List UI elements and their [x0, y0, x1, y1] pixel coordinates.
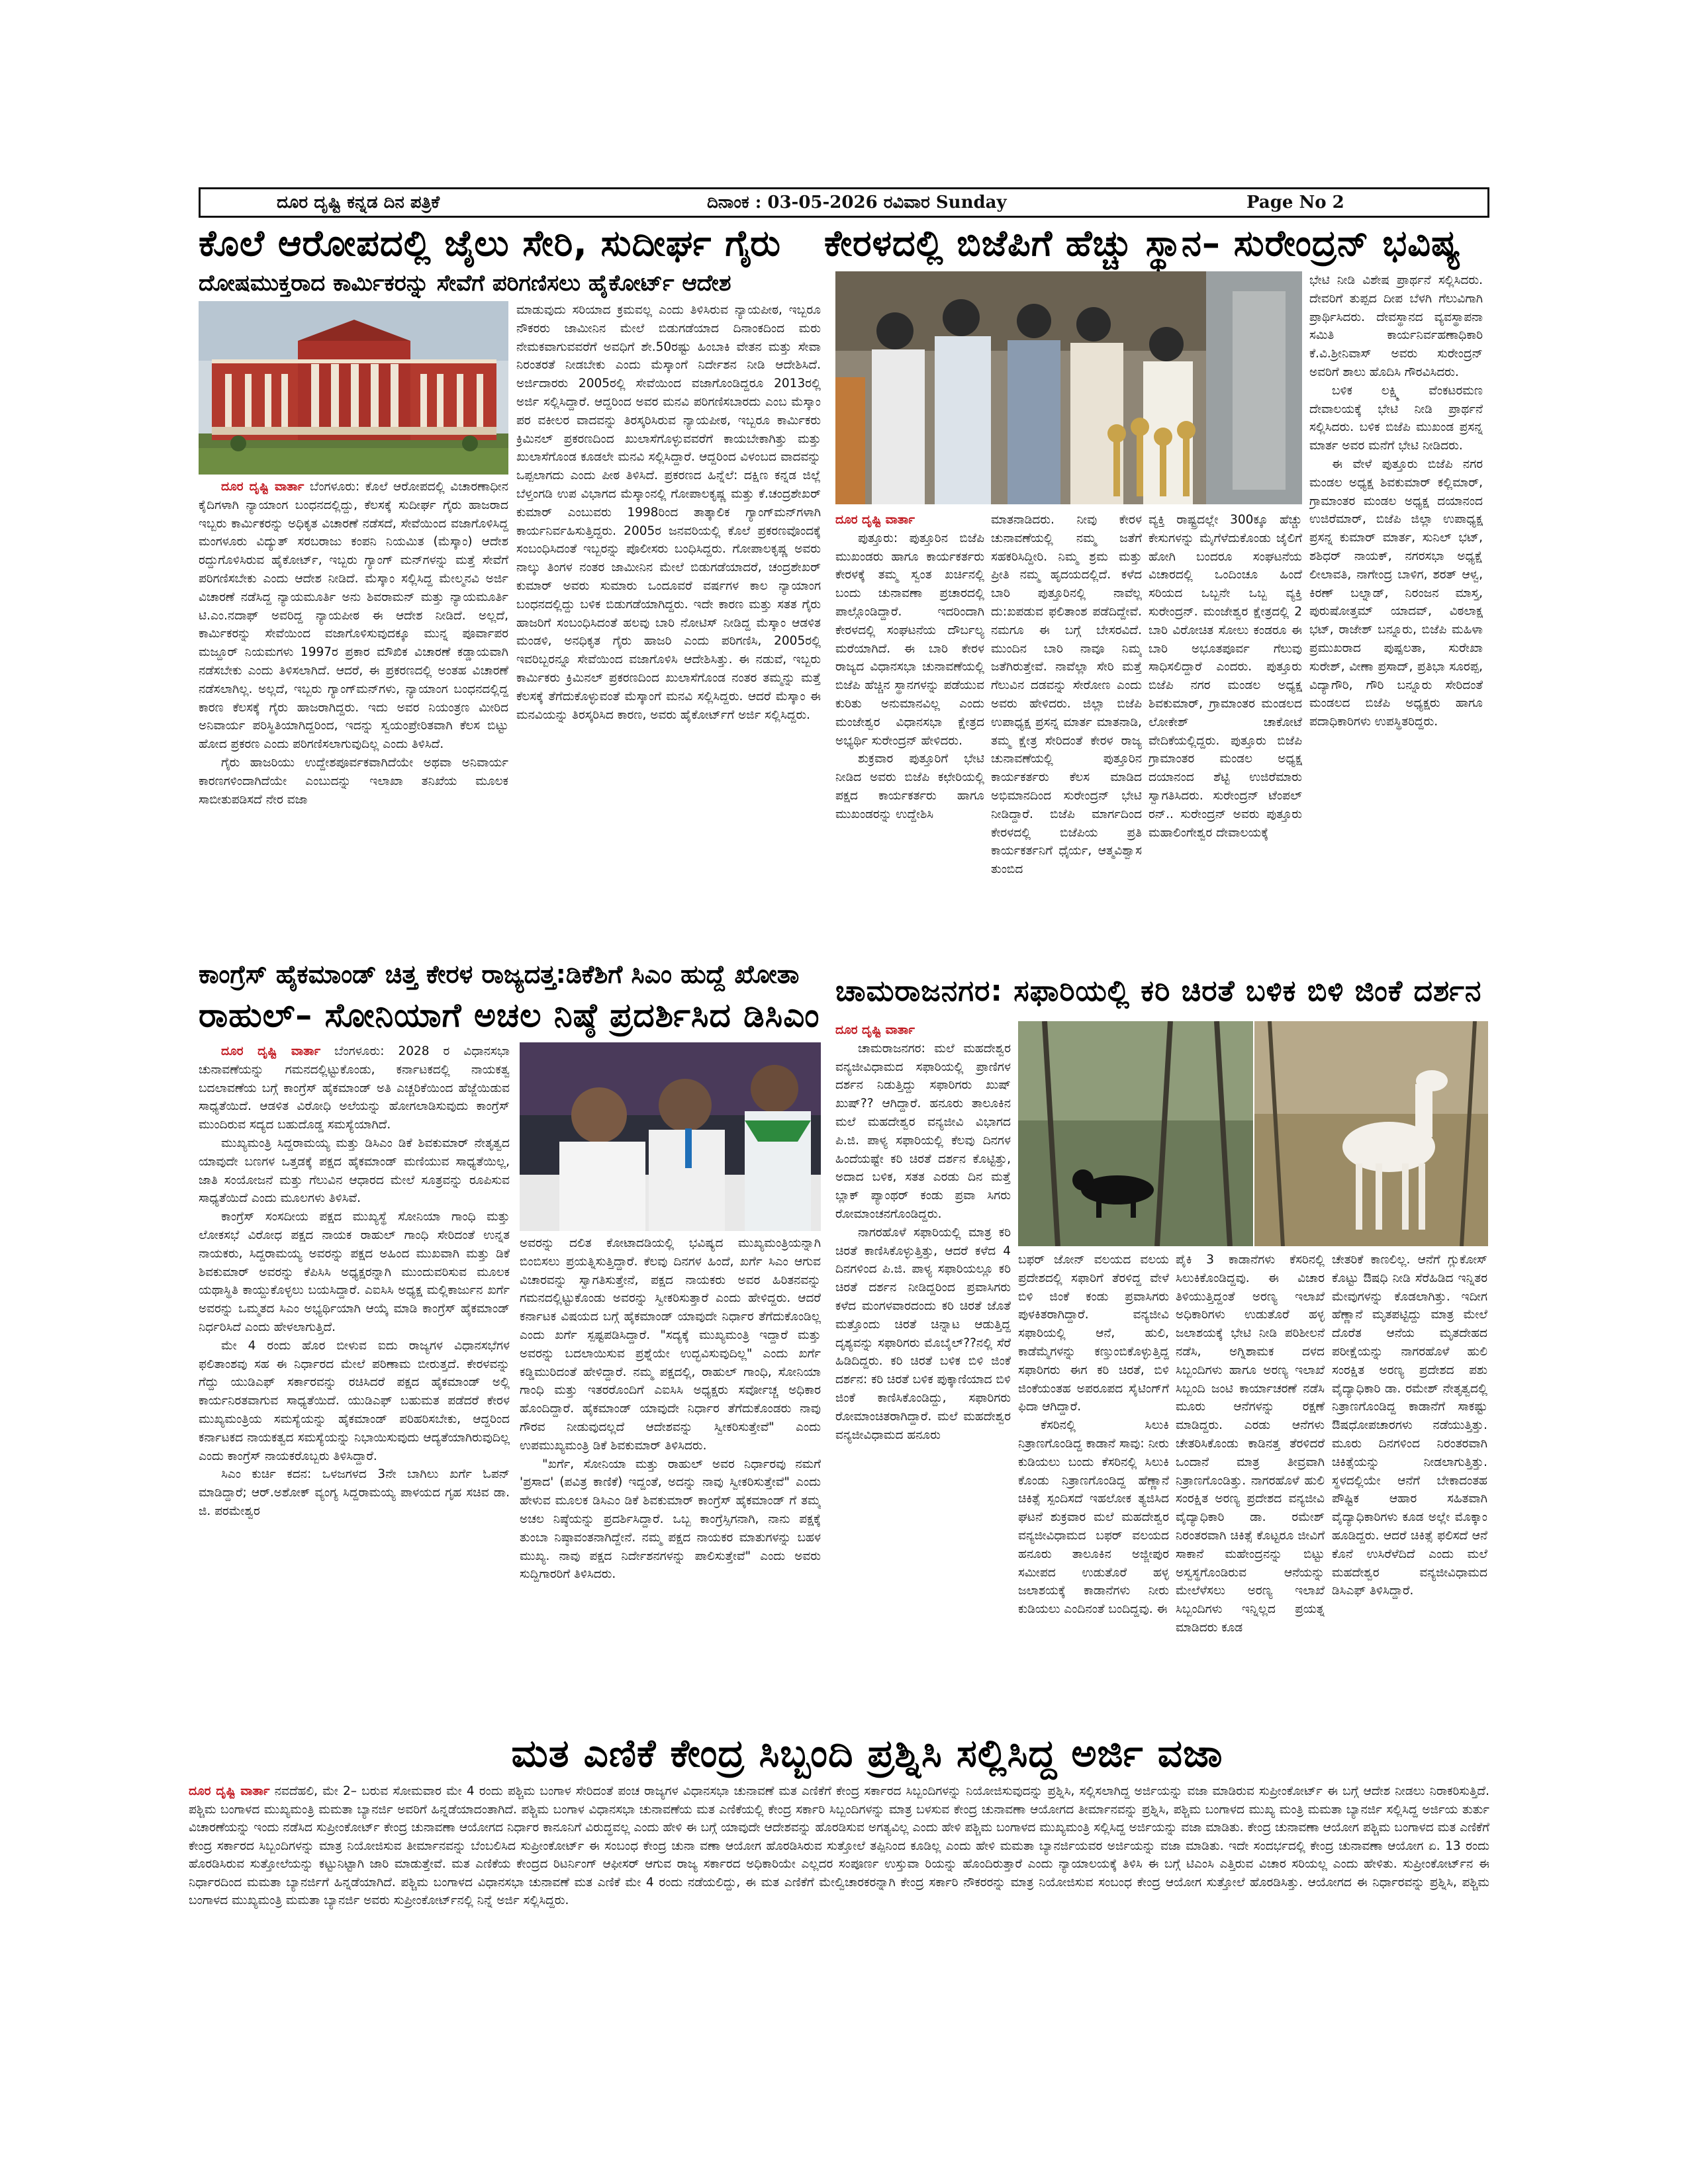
article1-headline: ಕೊಲೆ ಆರೋಪದಲ್ಲಿ ಜೈಲು ಸೇರಿ, ಸುದೀರ್ಘ ಗೈರು — [199, 222, 781, 264]
page-number: Page No 2 — [1246, 193, 1344, 212]
article2-dateline: ದೂರ ದೃಷ್ಟಿ ವಾರ್ತಾ — [835, 513, 915, 527]
article4-col4-text: ಚೇತರಿಕೆ ಕಾಣಲಿಲ್ಲ. ಆನೆಗೆ ಗ್ಲುಕೋಸ್ ಕೊಟ್ಟು ಔಷಧಿ ನೀಡಿ ಸೆರೆಹಿಡಿದ ಇನ್ನಿತರ ಮೇವುಗಳನ್ನು ಕೊಡಲಾಗಿತ್ತು. ಇದೀಗ ಹೆಣ್ಣಾನೆ ಮೃತಪಟ್ಟಿದ್ದು ಮಾತ್ರ ಮೇಲೆ ದೊರೆತ ಆನೆಯ ಮೃತದೇಹದ ಪರೀಕ್ಷೆಯನ್ನು ನಾಗರಹೊಳೆ ಹುಲಿ ಸಂರಕ್ಷಿತ ಅರಣ್ಯ ಪ್ರದೇಶದ ಪಶು ವೈದ್ಯಾಧಿಕಾರಿ ಡಾ. ರಮೇಶ್ ನೇತೃತ್ವದಲ್ಲಿ ನಿತ್ರಾಣಗೊಂಡಿದ್ದ ಕಾಡಾನೆಗೆ ಸಾಕಷ್ಟು ಔಷಧೋಪಚಾರಗಳು ನಡೆಯುತ್ತಿತ್ತು. ಮೂರು ದಿನಗಳಿಂದ ನಿರಂತರವಾಗಿ ಚಿಕಿತ್ಸೆಯನ್ನು ನೀಡಲಾಗುತ್ತಿತ್ತು. ಸ್ಥಳದಲ್ಲಿಯೇ ಆನೆಗೆ ಬೇಕಾದಂತಹ ಪೌಷ್ಟಿಕ ಆಹಾರ ಸಹಿತವಾಗಿ ವೈದ್ಯಾಧಿಕಾರಿಗಳು ಕೂಡ ಅಲ್ಲೇ ಮೊಕ್ಕಾಂ ಹೂಡಿದ್ದರು. ಆದರೆ ಚಿಕಿತ್ಸೆ ಫಲಿಸದೆ ಆನೆ ಕೊನೆ ಉಸಿರೆಳೆದಿದೆ ಎಂದು ಮಲೆ ಮಹದೇಶ್ವರ ವನ್ಯಜೀವಿಧಾಮದ ಡಿಸಿಎಫ್ ತಿಳಿಸಿದ್ದಾರೆ. — [1332, 1253, 1487, 1598]
article2-col1-text: ಪುತ್ತೂರು: ಪುತ್ತೂರಿನ ಬಿಜೆಪಿ ಮುಖಂಡರು ಹಾಗೂ ಕಾರ್ಯಕರ್ತರು ಕೇರಳಕ್ಕೆ ತಮ್ಮ ಸ್ವಂತ ಖರ್ಚಿನಲ್ಲಿ ಬಂದು ಚುನಾವಣಾ ಪ್ರಚಾರದಲ್ಲಿ ಪಾಲ್ಗೊಂಡಿದ್ದಾರೆ. ಇದರಿಂದಾಗಿ ಕೇರಳದಲ್ಲಿ ಸಂಘಟನೆಯ ದೌರ್ಬಲ್ಯ ಮರೆಯಾಗಿದೆ. ಈ ಬಾರಿ ಕೇರಳ ರಾಜ್ಯದ ವಿಧಾನಸಭಾ ಚುನಾವಣೆಯಲ್ಲಿ ಬಿಜೆಪಿ ಹೆಚ್ಚಿನ ಸ್ಥಾನಗಳನ್ನು ಪಡೆಯುವ ಕುರಿತು ಅನುಮಾನವಿಲ್ಲ ಎಂದು ಮಂಜೇಶ್ವರ ವಿಧಾನಸಭಾ ಕ್ಷೇತ್ರದ ಅಭ್ಯರ್ಥಿ ಸುರೇಂದ್ರನ್ ಹೇಳಿದರು. — [835, 531, 984, 748]
article5-body-text: ನವದೆಹಲಿ, ಮೇ 2– ಬರುವ ಸೋಮವಾರ ಮೇ 4 ರಂದು ಪಶ್ಚಿಮ ಬಂಗಾಳ ಸೇರಿದಂತೆ ಪಂಚ ರಾಜ್ಯಗಳ ವಿಧಾನಸಭಾ ಚುನಾವಣೆ ಮತ ಎಣಿಕೆಗೆ ಕೇಂದ್ರ ಸರ್ಕಾರದ ಸಿಬ್ಬಂದಿಗಳನ್ನು ನಿಯೋಜಿಸುವುದನ್ನು ಪ್ರಶ್ನಿಸಿ, ಸಲ್ಲಿಸಲಾಗಿದ್ದ ಅರ್ಜಿಯನ್ನು ವಜಾ ಮಾಡಿರುವ ಸುಪ್ರೀಂಕೋರ್ಟ್ ಈ ಬಗ್ಗೆ ಆದೇಶ ನೀಡಲು ನಿರಾಕರಿಸುತ್ತಿದೆ. ಪಶ್ಚಿಮ ಬಂಗಾಳದ ಮುಖ್ಯಮಂತ್ರಿ ಮಮತಾ ಬ್ಯಾನರ್ಜಿ ಅವರಿಗೆ ಹಿನ್ನಡೆಯಾದಂತಾಗಿದೆ. ಪಶ್ಚಿಮ ಬಂಗಾಳ ವಿಧಾನಸಭಾ ಚುನಾವಣೆಯ ಮತ ಎಣಿಕೆಯಲ್ಲಿ ಕೇಂದ್ರ ಸರ್ಕಾರಿ ಸಿಬ್ಬಂದಿಗಳನ್ನು ಮಾತ್ರ ಬಳಸುವ ಕೇಂದ್ರ ಚುನಾವಣಾ ಆಯೋಗದ ತೀರ್ಮಾನವನ್ನು ಪ್ರಶ್ನಿಸಿ, ಪಶ್ಚಿಮ ಬಂಗಾಳದ ಮುಖ್ಯ ಮಂತ್ರಿ ಮಮತಾ ಬ್ಯಾನರ್ಜಿ ಸಲ್ಲಿಸಿದ್ದ ಅರ್ಜಿಯ ತುರ್ತು ವಿಚಾರಣೆಯನ್ನು ಇಂದು ನಡೆಸಿದ ಸುಪ್ರೀಂಕೋರ್ಟ್ ಕೇಂದ್ರ ಚುನಾವಣಾ ಆಯೋಗದ ನಿರ್ಧಾರ ಕಾನೂನಿಗೆ ವಿರುದ್ಧವಲ್ಲ ಎಂದು ಹೇಳಿ ಈ ಬಗ್ಗೆ ಯಾವುದೇ ಆದೇಶವನ್ನು ಹೊರಡಿಸುವ ಅಗತ್ಯವಿಲ್ಲ ಎಂದು ಹೇಳಿ ಪಶ್ಚಿಮ ಬಂಗಾಳದ ಮುಖ್ಯಮಂತ್ರಿ ಸಲ್ಲಿಸಿದ್ದ ಅರ್ಜಿಯನ್ನು ವಜಾ ಮಾಡಿತು. ಕೇಂದ್ರ ಚುನಾವಣಾ ಆಯೋಗ ಪಶ್ಚಿಮ ಬಂಗಾಳದ ಮತ ಎಣಿಕೆಗೆ ಕೇಂದ್ರ ಸರ್ಕಾರದ ಸಿಬ್ಬಂದಿಗಳನ್ನು ಮಾತ್ರ ನಿಯೋಜಿಸುವ ತೀರ್ಮಾನವನ್ನು ಬೆಂಬಲಿಸಿದ ಸುಪ್ರೀಂಕೋರ್ಟ್ ಈ ಸಂಬಂಧ ಕೇಂದ್ರ ಚುನಾ ವಣಾ ಆಯೋಗ ಹೊರಡಿಸಿರುವ ಸುತ್ತೋಲೆ ತಪ್ಪಿನಿಂದ ಕೂಡಿಲ್ಲ ಎಂದು ಹೇಳಿ ಮಮತಾ ಬ್ಯಾನರ್ಜಿಯವರ ಅರ್ಜಿಯನ್ನು ವಜಾ ಮಾಡಿತು. ಇದೇ ಸಂದರ್ಭದಲ್ಲಿ ಕೇಂದ್ರ ಚುನಾವಣಾ ಆಯೋಗ ಏ. 13 ರಂದು ಹೊರಡಿಸಿರುವ ಸುತ್ತೋಲೆಯನ್ನು ಕಟ್ಟುನಿಟ್ಟಾಗಿ ಜಾರಿ ಮಾಡುತ್ತೇವೆ. ಮತ ಎಣಿಕೆಯ ಕೇಂದ್ರದ ರಿಟರ್ನಿಂಗ್ ಆಫೀಸರ್ ಆಗುವ ರಾಜ್ಯ ಸರ್ಕಾರದ ಅಧಿಕಾರಿಯೇ ಎಲ್ಲದರ ಸಂಪೂರ್ಣ ಉಸ್ತುವಾ ರಿಯನ್ನು ಹೊಂದಿರುತ್ತಾರೆ ಎಂದು ನ್ಯಾಯಾಲಯಕ್ಕೆ ತಿಳಿಸಿ ಈ ಬಗ್ಗೆ ಟಿಎಂಸಿ ಎತ್ತಿರುವ ವಿಚಾರ ಸರಿಯಲ್ಲ ಎಂದು ಹೇಳಿತು. ಸುಪ್ರೀಂಕೋರ್ಟ್‌ನ ಈ ನಿರ್ಧಾರದಿಂದ ಮಮತಾ ಬ್ಯಾನರ್ಜಿಗೆ ಹಿನ್ನಡೆಯಾಗಿದೆ. ಪಶ್ಚಿಮ ಬಂಗಾಳದ ವಿಧಾನಸಭಾ ಚುನಾವಣೆ ಮತ ಎಣಿಕೆ ಮೇ 4 ರಂದು ನಡೆಯಲಿದ್ದು, ಈ ಮತ ಎಣಿಕೆಗೆ ಮೇಲ್ವಿಚಾರಕರನ್ನಾಗಿ ಕೇಂದ್ರ ಸರ್ಕಾರಿ ನೌಕರರನ್ನು ಮಾತ್ರ ನಿಯೋಜಿಸುವ ಸಂಬಂಧ ಕೇಂದ್ರ ಆಯೋಗ ಸುತ್ತೋಲೆ ಹೊರಡಿಸಿತ್ತು. ಆಯೋಗದ ಈ ನಿರ್ಧಾರವನ್ನು ಪ್ರಶ್ನಿಸಿ, ಪಶ್ಚಿಮ ಬಂಗಾಳದ ಮುಖ್ಯಮಂತ್ರಿ ಮಮತಾ ಬ್ಯಾನರ್ಜಿ ಅವರು ಸುಪ್ರೀಂಕೋರ್ಟ್‌ನಲ್ಲಿ ನಿನ್ನೆ ಅರ್ಜಿ ಸಲ್ಲಿಸಿದ್ದರು. — [189, 1784, 1489, 1907]
article2-column-1 — [835, 511, 984, 951]
article5-body — [189, 1782, 1489, 1994]
article3-col2-text: ಅವರನ್ನು ದಲಿತ ಕೋಟಾದಡಿಯಲ್ಲಿ ಭವಿಷ್ಯದ ಮುಖ್ಯಮಂತ್ರಿಯನ್ನಾಗಿ ಬಿಂಬಿಸಲು ಪ್ರಯತ್ನಿಸುತ್ತಿದ್ದಾರೆ. ಕೆಲವು ದಿನಗಳ ಹಿಂದೆ, ಖರ್ಗೆ ಸಿಎಂ ಆಗುವ ವಿಚಾರವನ್ನು ಸ್ವಾಗತಿಸುತ್ತೇನೆ, ಪಕ್ಷದ ನಾಯಕರು ಅವರ ಹಿರಿತನವನ್ನು ಗಮನದಲ್ಲಿಟ್ಟುಕೊಂಡು ಅವರನ್ನು ಸ್ವೀಕರಿಸುತ್ತಾರೆ ಎಂದು ಹೇಳಿದ್ದರು. ಆದರೆ ಕರ್ನಾಟಕ ವಿಷಯದ ಬಗ್ಗೆ ಹೈಕಮಾಂಡ್ ಯಾವುದೇ ನಿರ್ಧಾರ ತೆಗೆದುಕೊಂಡಿಲ್ಲ ಎಂದು ಖರ್ಗೆ ಸ್ಪಷ್ಟಪಡಿಸಿದ್ದಾರೆ. "ಸದ್ಯಕ್ಕೆ ಮುಖ್ಯಮಂತ್ರಿ ಇದ್ದಾರೆ ಮತ್ತು ಅವರನ್ನು ಬದಲಾಯಿಸುವ ಪ್ರಶ್ನೆಯೇ ಉದ್ಭವಿಸುವುದಿಲ್ಲ" ಎಂದು ಖರ್ಗೆ ಕಡ್ಡಿಮುರಿದಂತೆ ಹೇಳಿದ್ದಾರೆ. ನಮ್ಮ ಪಕ್ಷದಲ್ಲಿ, ರಾಹುಲ್ ಗಾಂಧಿ, ಸೋನಿಯಾ ಗಾಂಧಿ ಮತ್ತು ಇತರರೊಂದಿಗೆ ಎಐಸಿಸಿ ಅಧ್ಯಕ್ಷರು ಸರ್ವೋಚ್ಚ ಅಧಿಕಾರ ಹೊಂದಿದ್ದಾರೆ. ಹೈಕಮಾಂಡ್ ಯಾವುದೇ ನಿರ್ಧಾರ ತೆಗೆದುಕೊಂಡರು ನಾವು ಗೌರವ ನೀಡುವುದಲ್ಲದೆ ಆದೇಶವನ್ನು ಸ್ವೀಕರಿಸುತ್ತೇವೆ" ಎಂದು ಉಪಮುಖ್ಯಮಂತ್ರಿ ಡಿಕೆ ಶಿವಕುಮಾರ್ ತಿಳಿಸಿದರು. — [520, 1236, 821, 1453]
article3-col2b-text: "ಖರ್ಗೆ, ಸೋನಿಯಾ ಮತ್ತು ರಾಹುಲ್ ಅವರ ನಿರ್ಧಾರವು ನಮಗೆ 'ಪ್ರಸಾದ' (ಪವಿತ್ರ ಕಾಣಿಕೆ) ಇದ್ದಂತೆ, ಅದನ್ನು ನಾವು ಸ್ವೀಕರಿಸುತ್ತೇವೆ" ಎಂದು ಹೇಳುವ ಮೂಲಕ ಡಿಸಿಎಂ ಡಿಕೆ ಶಿವಕುಮಾರ್ ಕಾಂಗ್ರೆಸ್ ಹೈಕಮಾಂಡ್ ಗೆ ತಮ್ಮ ಅಚಲ ನಿಷ್ಠೆಯನ್ನು ಪ್ರದರ್ಶಿಸಿದ್ದಾರೆ. ಒಬ್ಬ ಕಾಂಗ್ರೆಸ್ಸಿಗನಾಗಿ, ನಾನು ಪಕ್ಷಕ್ಕೆ ತುಂಬಾ ನಿಷ್ಠಾವಂತನಾಗಿದ್ದೇನೆ. ನಮ್ಮ ಪಕ್ಷದ ನಾಯಕರ ಮಾತುಗಳನ್ನು ಬಹಳ ಮುಖ್ಯ. ನಾವು ಪಕ್ಷದ ನಿರ್ದೇಶನಗಳನ್ನು ಪಾಲಿಸುತ್ತೇವೆ" ಎಂದು ಅವರು ಸುದ್ದಿಗಾರರಿಗೆ ತಿಳಿಸಿದರು. — [520, 1457, 821, 1582]
article2-column-3 — [1149, 511, 1302, 951]
article1-dateline: ದೂರ ದೃಷ್ಟಿ ವಾರ್ತಾ — [221, 480, 305, 494]
issue-date: ದಿನಾಂಕ : 03-05-2026 ರವಿವಾರ Sunday — [707, 192, 1007, 212]
temple-visit-photo — [835, 271, 1302, 504]
article5-headline: ಮತ ಎಣಿಕೆ ಕೇಂದ್ರ ಸಿಬ್ಬಂದಿ ಪ್ರಶ್ನಿಸಿ ಸಲ್ಲಿಸಿದ್ದ ಅರ್ಜಿ ವಜಾ — [511, 1731, 1223, 1776]
high-court-photo — [199, 301, 508, 475]
article4-column-1 — [835, 1021, 1011, 1762]
article3-headline-1: ಕಾಂಗ್ರೆಸ್ ಹೈಕಮಾಂಡ್ ಚಿತ್ತ ಕೇರಳ ರಾಜ್ಯದತ್ತ:ಡಿಕೆಶಿಗೆ ಸಿಎಂ ಹುದ್ದೆ ಖೋತಾ — [199, 960, 800, 989]
article3-dateline: ದೂರ ದೃಷ್ಟಿ ವಾರ್ತಾ — [221, 1044, 321, 1058]
article4-col3-text: ಪೈಕಿ 3 ಕಾಡಾನೆಗಳು ಕೆಸರಿನಲ್ಲಿ ಸಿಲುಕಿಕೊಂಡಿದ್ದವು. ಈ ವಿಚಾರ ತಿಳಿಯುತ್ತಿದ್ದಂತೆ ಅರಣ್ಯ ಇಲಾಖೆ ಅಧಿಕಾರಿಗಳು ಉಡುತೊರೆ ಹಳ್ಳ ಜಲಾಶಯಕ್ಕೆ ಭೇಟಿ ನೀಡಿ ಪರಿಶೀಲನೆ ನಡೆಸಿ, ಅಗ್ನಿಶಾಮಕ ದಳದ ಸಿಬ್ಬಂದಿಗಳು ಹಾಗೂ ಅರಣ್ಯ ಇಲಾಖೆ ಸಿಬ್ಬಂದಿ ಜಂಟಿ ಕಾರ್ಯಾಚರಣೆ ನಡೆಸಿ ಮೂರು ಆನೆಗಳನ್ನು ರಕ್ಷಣೆ ಮಾಡಿದ್ದರು. ಎರಡು ಆನೆಗಳು ಚೇತರಿಸಿಕೊಂಡು ಕಾಡಿನತ್ತ ತೆರಳಿದರೆ ಒಂದಾನೆ ಮಾತ್ರ ತೀವ್ರವಾಗಿ ನಿತ್ರಾಣಗೊಂಡಿತ್ತು. ನಾಗರಹೊಳೆ ಹುಲಿ ಸಂರಕ್ಷಿತ ಅರಣ್ಯ ಪ್ರದೇಶದ ವನ್ಯಜೀವಿ ವೈದ್ಯಾಧಿಕಾರಿ ಡಾ. ರಮೇಶ್ ನಿರಂತರವಾಗಿ ಚಿಕಿತ್ಸೆ ಕೊಟ್ಟರೂ ಜೀವಿಗೆ ಸಾಕಾನೆ ಮಹೇಂದ್ರನನ್ನು ಬಿಟ್ಟು ಅಸ್ವಸ್ಥಗೊಂಡಿರುವ ಆನೆಯನ್ನು ಮೇಲೆಳೆಸಲು ಅರಣ್ಯ ಇಲಾಖೆ ಸಿಬ್ಬಂದಿಗಳು ಇನ್ನಿಲ್ಲದ ಪ್ರಯತ್ನ ಮಾಡಿದರು ಕೂಡ — [1176, 1253, 1325, 1635]
article1-column-2 — [516, 301, 821, 950]
masthead-bar — [199, 187, 1489, 218]
article2-column-2 — [991, 511, 1142, 951]
wildlife-photo — [1018, 1021, 1488, 1246]
article4-headline: ಚಾಮರಾಜನಗರ: ಸಫಾರಿಯಲ್ಲಿ ಕರಿ ಚಿರತೆ ಬಳಿಕ ಬಿಳಿ ಜಿಂಕೆ ದರ್ಶನ — [835, 974, 1482, 1008]
cm-dcm-photo — [520, 1042, 821, 1231]
article4-col2-text: ಬಫರ್ ಜೋನ್ ವಲಯದ ವಲಯ ಪ್ರದೇಶದಲ್ಲಿ ಸಫಾರಿಗೆ ತೆರಳಿದ್ದ ವೇಳೆ ಬಿಳಿ ಜಿಂಕೆ ಕಂಡು ಪ್ರವಾಸಿಗರು ಪುಳಕಿತರಾಗಿದ್ದಾರೆ. ವನ್ಯಜೀವಿ ಸಫಾರಿಯಲ್ಲಿ ಆನೆ, ಹುಲಿ, ಕಾಡೆಮ್ಮೆಗಳನ್ನು ಕಣ್ತುಂಬಿಕೊಳ್ಳುತ್ತಿದ್ದ ಸಫಾರಿಗರು ಈಗ ಕರಿ ಚಿರತೆ, ಬಿಳಿ ಜಿಂಕೆಯಂತಹ ಅಪರೂಪದ ಸೈಟಿಂಗ್‌ಗೆ ಫಿದಾ ಆಗಿದ್ದಾರೆ. — [1018, 1253, 1169, 1414]
article3-col1b-text: ಮುಖ್ಯಮಂತ್ರಿ ಸಿದ್ದರಾಮಯ್ಯ ಮತ್ತು ಡಿಸಿಎಂ ಡಿಕೆ ಶಿವಕುಮಾರ್ ನೇತೃತ್ವದ ಯಾವುದೇ ಬಣಗಳ ಒತ್ತಡಕ್ಕೆ ಪಕ್ಷದ ಹೈಕಮಾಂಡ್ ಮಣಿಯುವ ಸಾಧ್ಯತೆಯಿಲ್ಲ, ಜಾತಿ ಸಂಯೋಜನೆ ಮತ್ತು ಗೆಲುವಿನ ಆಧಾರದ ಮೇಲೆ ಸೂತ್ರವನ್ನು ರೂಪಿಸುವ ಸಾಧ್ಯತೆಯಿದೆ ಎಂದು ಮೂಲಗಳು ತಿಳಿಸಿವೆ. — [199, 1136, 510, 1206]
article2-headline: ಕೇರಳದಲ್ಲಿ ಬಿಜೆಪಿಗೆ ಹೆಚ್ಚು ಸ್ಥಾನ– ಸುರೇಂದ್ರನ್ ಭವಿಷ್ಯ — [824, 222, 1462, 264]
article2-col1b-text: ಶುಕ್ರವಾರ ಪುತ್ತೂರಿಗೆ ಭೇಟಿ ನೀಡಿದ ಅವರು ಬಿಜೆಪಿ ಕಛೇರಿಯಲ್ಲಿ ಪಕ್ಷದ ಕಾರ್ಯಕರ್ತರು ಹಾಗೂ ಮುಖಂಡರನ್ನು ಉದ್ದೇಶಿಸಿ — [835, 752, 984, 821]
article4-column-3 — [1176, 1251, 1325, 1764]
article1-col1-text: ಬೆಂಗಳೂರು: ಕೊಲೆ ಆರೋಪದಲ್ಲಿ ವಿಚಾರಣಾಧೀನ ಕೈದಿಗಳಾಗಿ ನ್ಯಾಯಾಂಗ ಬಂಧನದಲ್ಲಿದ್ದು, ಕೆಲಸಕ್ಕೆ ಸುದೀರ್ಘ ಗೈರು ಹಾಜರಾದ ಇಬ್ಬರು ಕಾರ್ಮಿಕರನ್ನು ಅಧಿಕೃತ ವಿಚಾರಣೆ ನಡೆಸದೆ, ಸೇವೆಯಿಂದ ವಜಾಗೊಳಿಸಿದ್ದ ಮಂಗಳೂರು ವಿದ್ಯುತ್ ಸರಬರಾಜು ಕಂಪನಿ ನಿಯಮಿತ (ಮೆಸ್ಕಾಂ) ಆದೇಶ ರದ್ದುಗೊಳಿಸಿರುವ ಹೈಕೋರ್ಟ್, ಇಬ್ಬರು ಗ್ಯಾಂಗ್ ಮನ್‌ಗಳನ್ನು ಮತ್ತೆ ಸೇವೆಗೆ ಪರಿಗಣಿಸಬೇಕು ಎಂದು ಆದೇಶ ನೀಡಿದೆ. ಮೆಸ್ಕಾಂ ಸಲ್ಲಿಸಿದ್ದ ಮೇಲ್ಮನವಿ ಅರ್ಜಿ ವಿಚಾರಣೆ ನಡೆಸಿದ್ದ ನ್ಯಾಯಮೂರ್ತಿ ಅನು ಶಿವರಾಮನ್ ಮತ್ತು ನ್ಯಾಯಮೂರ್ತಿ ಟಿ.ಎಂ.ನದಾಫ್ ಅವರಿದ್ದ ನ್ಯಾಯಪೀಠ ಈ ಆದೇಶ ನೀಡಿದೆ. ಅಲ್ಲದೆ, ಕಾರ್ಮಿಕರನ್ನು ಸೇವೆಯಿಂದ ವಜಾಗೊಳಿಸುವುದಕ್ಕೂ ಮುನ್ನ ಪೂರ್ವಾಪರ ಮಜ್ದೂರ್ ನಿಯಮಗಳು 1997ರ ಪ್ರಕಾರ ಮೌಖಿಕ ವಿಚಾರಣೆ ಕಡ್ಡಾಯವಾಗಿ ನಡೆಸಬೇಕು ಎಂದು ತಿಳಿಸಲಾಗಿದೆ. ಆದರೆ, ಈ ಪ್ರಕರಣದಲ್ಲಿ ಅಂತಹ ವಿಚಾರಣೆ ನಡೆಸಲಾಗಿಲ್ಲ. ಅಲ್ಲದೆ, ಇಬ್ಬರು ಗ್ಯಾಂಗ್‌ಮನ್‌ಗಳು, ನ್ಯಾಯಾಂಗ ಬಂಧನದಲ್ಲಿದ್ದ ಕಾರಣ ಕೆಲಸಕ್ಕೆ ಗೈರು ಹಾಜರಾಗಿದ್ದರು. ಇದು ಅವರ ನಿಯಂತ್ರಣ ಮೀರಿದ ಅನಿವಾರ್ಯ ಪರಿಸ್ಥಿತಿಯಾಗಿದ್ದರಿಂದ, ಇದನ್ನು ಸ್ವಯಂಪ್ರೇರಿತವಾಗಿ ಕೆಲಸ ಬಿಟ್ಟು ಹೋದ ಪ್ರಕರಣ ಎಂದು ಪರಿಗಣಿಸಲಾಗುವುದಿಲ್ಲ ಎಂದು ತಿಳಿಸಿದೆ. — [199, 480, 508, 752]
article1-column-1 — [199, 478, 508, 949]
article5-dateline: ದೂರ ದೃಷ್ಟಿ ವಾರ್ತಾ — [189, 1784, 270, 1798]
article2-col3-text: ವ್ಯಕ್ತಿ ರಾಷ್ಟ್ರದಲ್ಲೇ 300ಕ್ಕೂ ಹೆಚ್ಚು ಕೇಸುಗಳನ್ನು ಮೈಗೆಳೆದುಕೊಂಡು ಜೈಲಿಗೆ ಹೋಗಿ ಬಂದರೂ ಸಂಘಟನೆಯ ವಿಚಾರದಲ್ಲಿ ಒಂದಿಂಚೂ ಹಿಂದೆ ಸರಿಯದ ಒಬ್ಬನೇ ಒಬ್ಬ ವ್ಯಕ್ತಿ ಸುರೇಂದ್ರನ್. ಮಂಜೇಶ್ವರ ಕ್ಷೇತ್ರದಲ್ಲಿ 2 ಬಾರಿ ವಿರೋಚಿತ ಸೋಲು ಕಂಡರೂ ಈ ಬಾರಿ ಅಭೂತಪೂರ್ವ ಗೆಲುವು ಸಾಧಿಸಲಿದ್ದಾರೆ ಎಂದರು. ಪುತ್ತೂರು ಬಿಜೆಪಿ ನಗರ ಮಂಡಲ ಅಧ್ಯಕ್ಷ ಶಿವಕುಮಾರ್, ಗ್ರಾಮಾಂತರ ಮಂಡಲದ ಲೋಕೇಶ್ ಚಾಕೋಟೆ ವೇದಿಕೆಯಲ್ಲಿದ್ದರು. ಪುತ್ತೂರು ಬಿಜೆಪಿ ಗ್ರಾಮಾಂತರ ಮಂಡಲ ಅಧ್ಯಕ್ಷ ದಯಾನಂದ ಶೆಟ್ಟಿ ಉಜಿರೆಮಾರು ಸ್ವಾಗತಿಸಿದರು. ಸುರೇಂದ್ರನ್ ಟೆಂಪಲ್ ರನ್.. ಸುರೇಂದ್ರನ್ ಅವರು ಪುತ್ತೂರು ಮಹಾಲಿಂಗೇಶ್ವರ ದೇವಾಲಯಕ್ಕೆ — [1149, 513, 1302, 840]
article2-col4c-text: ಈ ವೇಳೆ ಪುತ್ತೂರು ಬಿಜೆಪಿ ನಗರ ಮಂಡಲ ಅಧ್ಯಕ್ಷ ಶಿವಕುಮಾರ್ ಕಲ್ಲಿಮಾರ್, ಗ್ರಾಮಾಂತರ ಮಂಡಲ ಅಧ್ಯಕ್ಷ ದಯಾನಂದ ಉಜಿರೆಮಾರ್, ಬಿಜೆಪಿ ಜಿಲ್ಲಾ ಉಪಾಧ್ಯಕ್ಷ ಪ್ರಸನ್ನ ಕುಮಾರ್ ಮಾರ್ತ, ಸುನಿಲ್ ಭಟ್, ಶಶಿಧರ್ ನಾಯಕ್, ನಗರಸಭಾ ಅಧ್ಯಕ್ಷೆ ಲೀಲಾವತಿ, ನಾಗೇಂದ್ರ ಬಾಳಿಗ, ಶರತ್ ಆಳ್ವ, ಕಿರಣ್ ಬಲ್ನಾಡ್, ನಿರಂಜನ ಮಾಸ್ತ, ಪುರುಷೋತ್ತಮ್ ಯಾದವ್, ವಿಠಲಾಕ್ಷ ಭಟ್, ರಾಜೇಶ್ ಬನ್ನೂರು, ಬಿಜೆಪಿ ಮಹಿಳಾ ಪ್ರಮುಖರಾದ ಪುಷ್ಪಲತಾ, ಸುರೇಖಾ ಸುರೇಶ್, ವೀಣಾ ಪ್ರಸಾದ್, ಪ್ರತಿಭಾ ಸೂರಪ್ಪ, ವಿದ್ಯಾಗೌರಿ, ಗೌರಿ ಬನ್ನೂರು ಸೇರಿದಂತೆ ಮಂಡಲದ ಬಿಜೆಪಿ ಅಧ್ಯಕ್ಷರು ಹಾಗೂ ಪದಾಧಿಕಾರಿಗಳು ಉಪಸ್ಥಿತರಿದ್ದರು. — [1309, 457, 1483, 729]
article2-col4a-text: ಭೇಟಿ ನೀಡಿ ವಿಶೇಷ ಪ್ರಾರ್ಥನೆ ಸಲ್ಲಿಸಿದರು. ದೇವರಿಗೆ ತುಪ್ಪದ ದೀಪ ಬೆಳಗಿ ಗೆಲುವಿಗಾಗಿ ಪ್ರಾರ್ಥಿಸಿದರು. ದೇವಸ್ಥಾನದ ವ್ಯವಸ್ಥಾಪನಾ ಸಮಿತಿ ಕಾರ್ಯನಿರ್ವಹಣಾಧಿಕಾರಿ ಕೆ.ವಿ.ಶ್ರೀನಿವಾಸ್ ಅವರು ಸುರೇಂದ್ರನ್ ಅವರಿಗೆ ಶಾಲು ಹೊದಿಸಿ ಗೌರವಿಸಿದರು. — [1309, 273, 1483, 379]
article4-col1-text: ಚಾಮರಾಜನಗರ: ಮಲೆ ಮಹದೇಶ್ವರ ವನ್ಯಜೀವಿಧಾಮದ ಸಫಾರಿಯಲ್ಲಿ ಪ್ರಾಣಿಗಳ ದರ್ಶನ ನಿಡುತ್ತಿದ್ದು ಸಫಾರಿಗರು ಖುಷ್ ಖುಷ್?? ಆಗಿದ್ದಾರೆ. ಹನೂರು ತಾಲೂಕಿನ ಮಲೆ ಮಹದೇಶ್ವರ ವನ್ಯಜೀವಿ ವಿಭಾಗದ ಪಿ.ಜಿ. ಪಾಳ್ಯ ಸಫಾರಿಯಲ್ಲಿ ಕೆಲವು ದಿನಗಳ ಹಿಂದೆಯಷ್ಟೇ ಕರಿ ಚಿರತೆ ದರ್ಶನ ಕೊಟ್ಟಿತ್ತು, ಅದಾದ ಬಳಿಕ, ಸತತ ಎರಡು ದಿನ ಮತ್ತೆ ಬ್ಲಾಕ್ ಪ್ಯಾಂಥರ್ ಕಂಡು ಪ್ರವಾ ಸಿಗರು ರೋಮಾಂಚನಗೊಂಡಿದ್ದರು. — [835, 1041, 1011, 1221]
article1-subheadline: ದೋಷಮುಕ್ತರಾದ ಕಾರ್ಮಿಕರನ್ನು ಸೇವೆಗೆ ಪರಿಗಣಿಸಲು ಹೈಕೋರ್ಟ್ ಆದೇಶ — [199, 270, 731, 296]
article3-column-2 — [520, 1234, 821, 1764]
article4-column-4 — [1332, 1251, 1487, 1764]
article4-col2b-text: ಕೆಸರಿನಲ್ಲಿ ಸಿಲುಕಿ ನಿತ್ರಾಣಗೊಂಡಿದ್ದ ಕಾಡಾನೆ ಸಾವು: ನೀರು ಕುಡಿಯಲು ಬಂದು ಕೆಸರಿನಲ್ಲಿ ಸಿಲುಕಿ ಕೊಂಡು ನಿತ್ರಾಣಗೊಂಡಿದ್ದ ಹೆಣ್ಣಾನೆ ಚಿಕಿತ್ಸೆ ಸ್ಪಂದಿಸದೆ ಇಹಲೋಕ ತ್ಯಜಿಸಿದ ಘಟನೆ ಶುಕ್ರವಾರ ಮಲೆ ಮಹದೇಶ್ವರ ವನ್ಯಜೀವಿಧಾಮದ ಬಫರ್ ವಲಯದ ಹನೂರು ತಾಲೂಕಿನ ಅಜ್ಜೀಪುರ ಸಮೀಪದ ಉಡುತೊರೆ ಹಳ್ಳ ಜಲಾಶಯಕ್ಕೆ ಕಾಡಾನೆಗಳು ನೀರು ಕುಡಿಯಲು ಎಂದಿನಂತೆ ಬಂದಿದ್ದವು. ಈ — [1018, 1418, 1169, 1617]
article2-col2-text: ಮಾತನಾಡಿದರು. ನೀವು ಕೇರಳ ಚುನಾವಣೆಯಲ್ಲಿ ನಮ್ಮ ಜತೆಗೆ ಸಹಕರಿಸಿದ್ದೀರಿ. ನಿಮ್ಮ ಶ್ರಮ ಮತ್ತು ಪ್ರೀತಿ ನಮ್ಮ ಹೃದಯದಲ್ಲಿದೆ. ಕಳೆದ ಬಾರಿ ಪುತ್ತೂರಿನಲ್ಲಿ ನಾವೆಲ್ಲ ದು:ಖಪಡುವ ಫಲಿತಾಂಶ ಪಡೆದಿದ್ದೇವೆ. ನಮಗೂ ಈ ಬಗ್ಗೆ ಬೇಸರವಿದೆ. ಮುಂದಿನ ಬಾರಿ ನಾವೂ ನಿಮ್ಮ ಜತೆಗಿರುತ್ತೇವೆ. ನಾವೆಲ್ಲಾ ಸೇರಿ ಮತ್ತೆ ಗೆಲುವಿನ ದಡವನ್ನು ಸೇರೋಣ ಎಂದು ಅವರು ಹೇಳಿದರು. ಜಿಲ್ಲಾ ಬಿಜೆಪಿ ಉಪಾಧ್ಯಕ್ಷ ಪ್ರಸನ್ನ ಮಾರ್ತ ಮಾತನಾಡಿ, ತಮ್ಮ ಕ್ಷೇತ್ರ ಸೇರಿದಂತೆ ಕೇರಳ ರಾಜ್ಯ ಚುನಾವಣೆಯಲ್ಲಿ ಪುತ್ತೂರಿನ ಕಾರ್ಯಕರ್ತರು ಕೆಲಸ ಮಾಡಿದ ಅಭಿಮಾನದಿಂದ ಸುರೇಂದ್ರನ್ ಭೇಟಿ ನೀಡಿದ್ದಾರೆ. ಬಿಜೆಪಿ ಮಾರ್ಗದಿಂದ ಕೇರಳದಲ್ಲಿ ಬಿಜೆಪಿಯ ಪ್ರತಿ ಕಾರ್ಯಕರ್ತನಿಗೆ ಧೈರ್ಯ, ಆತ್ಮವಿಶ್ವಾಸ ತುಂಬಿದ — [991, 513, 1142, 877]
article2-col4b-text: ಬಳಿಕ ಲಕ್ಷ್ಮಿ ವೆಂಕಟರಮಣ ದೇವಾಲಯಕ್ಕೆ ಭೇಟಿ ನೀಡಿ ಪ್ರಾರ್ಥನೆ ಸಲ್ಲಿಸಿದರು. ಬಳಿಕ ಬಿಜೆಪಿ ಮುಖಂಡ ಪ್ರಸನ್ನ ಮಾರ್ತ ಅವರ ಮನೆಗೆ ಭೇಟಿ ನೀಡಿದರು. — [1309, 383, 1483, 453]
article3-col1-text: ಬೆಂಗಳೂರು: 2028 ರ ವಿಧಾನಸಭಾ ಚುನಾವಣೆಯನ್ನು ಗಮನದಲ್ಲಿಟ್ಟುಕೊಂಡು, ಕರ್ನಾಟಕದಲ್ಲಿ ನಾಯಕತ್ವ ಬದಲಾವಣೆಯ ಬಗ್ಗೆ ಕಾಂಗ್ರೆಸ್ ಹೈಕಮಾಂಡ್ ಅತಿ ಎಚ್ಚರಿಕೆಯಿಂದ ಹೆಜ್ಜೆಯಿಡುವ ಸಾಧ್ಯತೆಯಿದೆ. ಆಡಳಿತ ವಿರೋಧಿ ಅಲೆಯನ್ನು ಹೋಗಲಾಡಿಸುವುದು ಕಾಂಗ್ರೆಸ್ ಮುಂದಿರುವ ಸದ್ಯದ ಬಹುದೊಡ್ಡ ಸಮಸ್ಯೆಯಾಗಿದೆ. — [199, 1044, 510, 1132]
article3-headline-2: ರಾಹುಲ್– ಸೋನಿಯಾಗೆ ಅಚಲ ನಿಷ್ಠೆ ಪ್ರದರ್ಶಿಸಿದ ಡಿಸಿಎಂ — [199, 996, 820, 1034]
article3-col1e-text: ಸಿಎಂ ಕುರ್ಚಿ ಕದನ: ಒಳಜಗಳದ 3ನೇ ಬಾಗಿಲು ಖರ್ಗೆ ಓಪನ್ ಮಾಡಿದ್ದಾರೆ; ಆರ್.ಅಶೋಕ್ ವ್ಯಂಗ್ಯ ಸಿದ್ದರಾಮಯ್ಯ ಪಾಳಯದ ಗೃಹ ಸಚಿವ ಡಾ. ಜಿ. ಪರಮೇಶ್ವರ — [199, 1467, 510, 1518]
article4-col1b-text: ನಾಗರಹೊಳೆ ಸಫಾರಿಯಲ್ಲಿ ಮಾತ್ರ ಕರಿ ಚಿರತೆ ಕಾಣಿಸಿಕೊಳ್ಳುತ್ತಿತ್ತು, ಆದರೆ ಕಳೆದ 4 ದಿನಗಳಿಂದ ಪಿ.ಜಿ. ಪಾಳ್ಯ ಸಫಾರಿಯಲ್ಲೂ ಕರಿ ಚಿರತೆ ದರ್ಶನ ನೀಡಿದ್ದರಿಂದ ಪ್ರವಾಸಿಗರು ಕಳೆದ ಮಂಗಳವಾರದಂದು ಕರಿ ಚಿರತೆ ಜೊತೆ ಮತ್ತೊಂದು ಚಿರತೆ ಚಿನ್ನಾಟ ಆಡುತ್ತಿದ್ದ ದೃಶ್ಯವನ್ನು ಸಫಾರಿಗರು ಮೊಬೈಲ್??ನಲ್ಲಿ ಸೆರೆ ಹಿಡಿದಿದ್ದರು. ಕರಿ ಚಿರತೆ ಬಳಿಕ ಬಿಳಿ ಜಿಂಕೆ ದರ್ಶನ: ಕರಿ ಚಿರತೆ ಬಳಿಕ ಪುಕ್ಕಾಣಿಯಾದ ಬಿಳಿ ಜಿಂಕೆ ಕಾಣಿಸಿಕೊಂಡಿದ್ದು, ಸಫಾರಿಗರು ರೋಮಾಂಚಿತರಾಗಿದ್ದಾರೆ. ಮಲೆ ಮಹದೇಶ್ವರ ವನ್ಯಜೀವಿಧಾಮದ ಹನೂರು — [835, 1225, 1011, 1442]
article3-col1c-text: ಕಾಂಗ್ರೆಸ್ ಸಂಸದೀಯ ಪಕ್ಷದ ಮುಖ್ಯಸ್ಥೆ ಸೋನಿಯಾ ಗಾಂಧಿ ಮತ್ತು ಲೋಕಸಭೆ ವಿರೋಧ ಪಕ್ಷದ ನಾಯಕ ರಾಹುಲ್ ಗಾಂಧಿ ಸೇರಿದಂತೆ ಉನ್ನತ ನಾಯಕರು, ಸಿದ್ದರಾಮಯ್ಯ ಅವರನ್ನು ಪಕ್ಷದ ಅಹಿಂದ ಮುಖವಾಗಿ ಮತ್ತು ಡಿಕೆ ಶಿವಕುಮಾರ್ ಅವರನ್ನು ಕೆಪಿಸಿಸಿ ಅಧ್ಯಕ್ಷರನ್ನಾಗಿ ಮುಂದುವರಿಸುವ ಮೂಲಕ ಯಥಾಸ್ಥಿತಿ ಕಾಯ್ದುಕೊಳ್ಳಲು ಬಯಸಿದ್ದಾರೆ. ಎಐಸಿಸಿ ಅಧ್ಯಕ್ಷ ಮಲ್ಲಿಕಾರ್ಜುನ ಖರ್ಗೆ ಅವರನ್ನು ಒಮ್ಮತದ ಸಿಎಂ ಅಭ್ಯರ್ಥಿಯಾಗಿ ಆಯ್ಕೆ ಮಾಡಿ ಕಾಂಗ್ರೆಸ್ ಹೈಕಮಾಂಡ್ ನಿರ್ಧರಿಸಿದೆ ಎಂದು ಹೇಳಲಾಗುತ್ತಿದೆ. — [199, 1210, 510, 1334]
article3-col1d-text: ಮೇ 4 ರಂದು ಹೊರ ಬೀಳುವ ಐದು ರಾಜ್ಯಗಳ ವಿಧಾನಸಭೆಗಳ ಫಲಿತಾಂಶವು ಸಹ ಈ ನಿರ್ಧಾರದ ಮೇಲೆ ಪರಿಣಾಮ ಬೀರುತ್ತದೆ. ಕೇರಳವನ್ನು ಗೆದ್ದು ಯುಡಿಎಫ್ ಸರ್ಕಾರವನ್ನು ರಚಿಸಿದರೆ ಪಕ್ಷದ ಹೈಕಮಾಂಡ್ ಅಲ್ಲಿ ಕಾರ್ಯನಿರತವಾಗುವ ಸಾಧ್ಯತೆಯಿದೆ. ಯುಡಿಎಫ್ ಬಹುಮತ ಪಡೆದರೆ ಕೇರಳ ಮುಖ್ಯಮಂತ್ರಿಯ ಸಮಸ್ಯೆಯನ್ನು ಹೈಕಮಾಂಡ್ ಪರಿಹರಿಸಬೇಕು, ಆದ್ದರಿಂದ ಕರ್ನಾಟಕದ ನಾಯಕತ್ವದ ಸಮಸ್ಯೆಯನ್ನು ನಿಭಾಯಿಸುವುದು ಆದ್ಯತೆಯಾಗಿರುವುದಿಲ್ಲ ಎಂದು ಕಾಂಗ್ರೆಸ್ ನಾಯಕರೊಬ್ಬರು ತಿಳಿಸಿದ್ದಾರೆ. — [199, 1338, 510, 1463]
article4-column-2 — [1018, 1251, 1169, 1764]
article1-col1b-text: ಗೈರು ಹಾಜರಿಯು ಉದ್ದೇಶಪೂರ್ವಕವಾಗಿದೆಯೇ ಅಥವಾ ಅನಿವಾರ್ಯ ಕಾರಣಗಳಿಂದಾಗಿದೆಯೇ ಎಂಬುದನ್ನು ಇಲಾಖಾ ತನಿಖೆಯ ಮೂಲಕ ಸಾಬೀತುಪಡಿಸದೆ ನೇರ ವಜಾ — [199, 755, 508, 807]
paper-name: ದೂರ ದೃಷ್ಟಿ ಕನ್ನಡ ದಿನ ಪತ್ರಿಕೆ — [277, 192, 440, 212]
article1-col2-text: ಮಾಡುವುದು ಸರಿಯಾದ ಕ್ರಮವಲ್ಲ ಎಂದು ತಿಳಿಸಿರುವ ನ್ಯಾಯಪೀಠ, ಇಬ್ಬರೂ ನೌಕರರು ಜಾಮೀನಿನ ಮೇಲೆ ಬಿಡುಗಡೆಯಾದ ದಿನಾಂಕದಿಂದ ಮರು ನೇಮಕವಾಗುವವರೆಗೆ ಅವಧಿಗೆ ಶೇ.50ರಷ್ಟು ಹಿಂಬಾಕಿ ವೇತನ ಮತ್ತು ಸೇವಾ ನಿರಂತರತೆ ನೀಡಬೇಕು ಎಂದು ಮೆಸ್ಕಾಂಗೆ ನಿರ್ದೇಶನ ನೀಡಿ ಆದೇಶಿಸಿದೆ. ಅರ್ಜಿದಾರರು 2005ರಲ್ಲಿ ಸೇವೆಯಿಂದ ವಜಾಗೊಂಡಿದ್ದರೂ 2013ರಲ್ಲಿ ಅರ್ಜಿ ಸಲ್ಲಿಸಿದ್ದಾರೆ. ಆದ್ದರಿಂದ ಅವರ ಮನವಿ ಪರಿಗಣಿಸಬಾರದು ಎಂಬ ಮೆಸ್ಕಾಂ ಪರ ವಕೀಲರ ವಾದವನ್ನು ತಿರಸ್ಕರಿಸಿರುವ ನ್ಯಾಯಪೀಠ, ಇಬ್ಬರೂ ಕಾರ್ಮಿಕರು ಕ್ರಿಮಿನಲ್ ಪ್ರಕರಣದಿಂದ ಖುಲಾಸೆಗೊಳ್ಳುವವರೆಗೆ ಕಾಯಬೇಕಾಗಿತ್ತು ಮತ್ತು ಖುಲಾಸೆಗೊಂಡ ಕೂಡಲೇ ಮನವಿ ಸಲ್ಲಿಸಿದ್ದಾರೆ. ಆದ್ದರಿಂದ ವಿಳಂಬದ ವಾದವನ್ನು ಒಪ್ಪಲಾಗದು ಎಂದು ಪೀಠ ತಿಳಿಸಿದೆ. ಪ್ರಕರಣದ ಹಿನ್ನೆಲೆ: ದಕ್ಷಿಣ ಕನ್ನಡ ಜಿಲ್ಲೆ ಬೆಳ್ತಂಗಡಿ ಉಪ ವಿಭಾಗದ ಮೆಸ್ಕಾಂನಲ್ಲಿ ಗೋಪಾಲಕೃಷ್ಣ ಮತ್ತು ಕೆ.ಚಂದ್ರಶೇಖರ್ ಕುಮಾರ್ ಎಂಬುವರು 1998ರಿಂದ ತಾತ್ಕಾಲಿಕ ಗ್ಯಾಂಗ್‌ಮನ್‌ಗಳಾಗಿ ಕಾರ್ಯನಿರ್ವಹಿಸುತ್ತಿದ್ದರು. 2005ರ ಜನವರಿಯಲ್ಲಿ ಕೊಲೆ ಪ್ರಕರಣವೊಂದಕ್ಕೆ ಸಂಬಂಧಿಸಿದಂತೆ ಇಬ್ಬರನ್ನು ಪೊಲೀಸರು ಬಂಧಿಸಿದ್ದರು. ಗೋಪಾಲಕೃಷ್ಣ ಅವರು ನಾಲ್ಕು ತಿಂಗಳ ನಂತರ ಜಾಮೀನಿನ ಮೇಲೆ ಬಿಡುಗಡೆಯಾದರೆ, ಚಂದ್ರಶೇಖರ್ ಕುಮಾರ್ ಅವರು ಸುಮಾರು ಒಂದೂವರೆ ವರ್ಷಗಳ ಕಾಲ ನ್ಯಾಯಾಂಗ ಬಂಧನದಲ್ಲಿದ್ದು ಬಳಿಕ ಬಿಡುಗಡೆಯಾಗಿದ್ದರು. ಇದೇ ಕಾರಣ ಮತ್ತು ಸತತ ಗೈರು ಹಾಜರಿಗೆ ಸಂಬಂಧಿಸಿದಂತೆ ಹಲವು ಬಾರಿ ನೋಟಿಸ್ ನೀಡಿದ್ದ ಮೆಸ್ಕಾಂ ಆಡಳಿತ ಮಂಡಳಿ, ಅನಧಿಕೃತ ಗೈರು ಹಾಜರಿ ಎಂದು ಪರಿಗಣಿಸಿ, 2005ರಲ್ಲಿ ಇವರಿಬ್ಬರನ್ನೂ ಸೇವೆಯಿಂದ ವಜಾಗೊಳಿಸಿ ಆದೇಶಿಸಿತ್ತು. ಈ ನಡುವೆ, ಇಬ್ಬರು ಕಾರ್ಮಿಕರು ಕ್ರಿಮಿನಲ್ ಪ್ರಕರಣದಿಂದ ಖುಲಾಸೆಗೊಂಡ ನಂತರ ತಮ್ಮನ್ನು ಮತ್ತೆ ಕೆಲಸಕ್ಕೆ ತೆಗೆದುಕೊಳ್ಳುವಂತೆ ಮೆಸ್ಕಾಂಗೆ ಮನವಿ ಸಲ್ಲಿಸಿದ್ದರು. ಆದರೆ ಮೆಸ್ಕಾಂ ಈ ಮನವಿಯನ್ನು ತಿರಸ್ಕರಿಸಿದ ಕಾರಣ, ಅವರು ಹೈಕೋರ್ಟ್‌ಗೆ ಅರ್ಜಿ ಸಲ್ಲಿಸಿದ್ದರು. — [516, 303, 821, 722]
article3-column-1 — [199, 1042, 510, 1764]
article4-dateline: ದೂರ ದೃಷ್ಟಿ ವಾರ್ತಾ — [835, 1023, 915, 1037]
article2-column-4 — [1309, 271, 1483, 951]
